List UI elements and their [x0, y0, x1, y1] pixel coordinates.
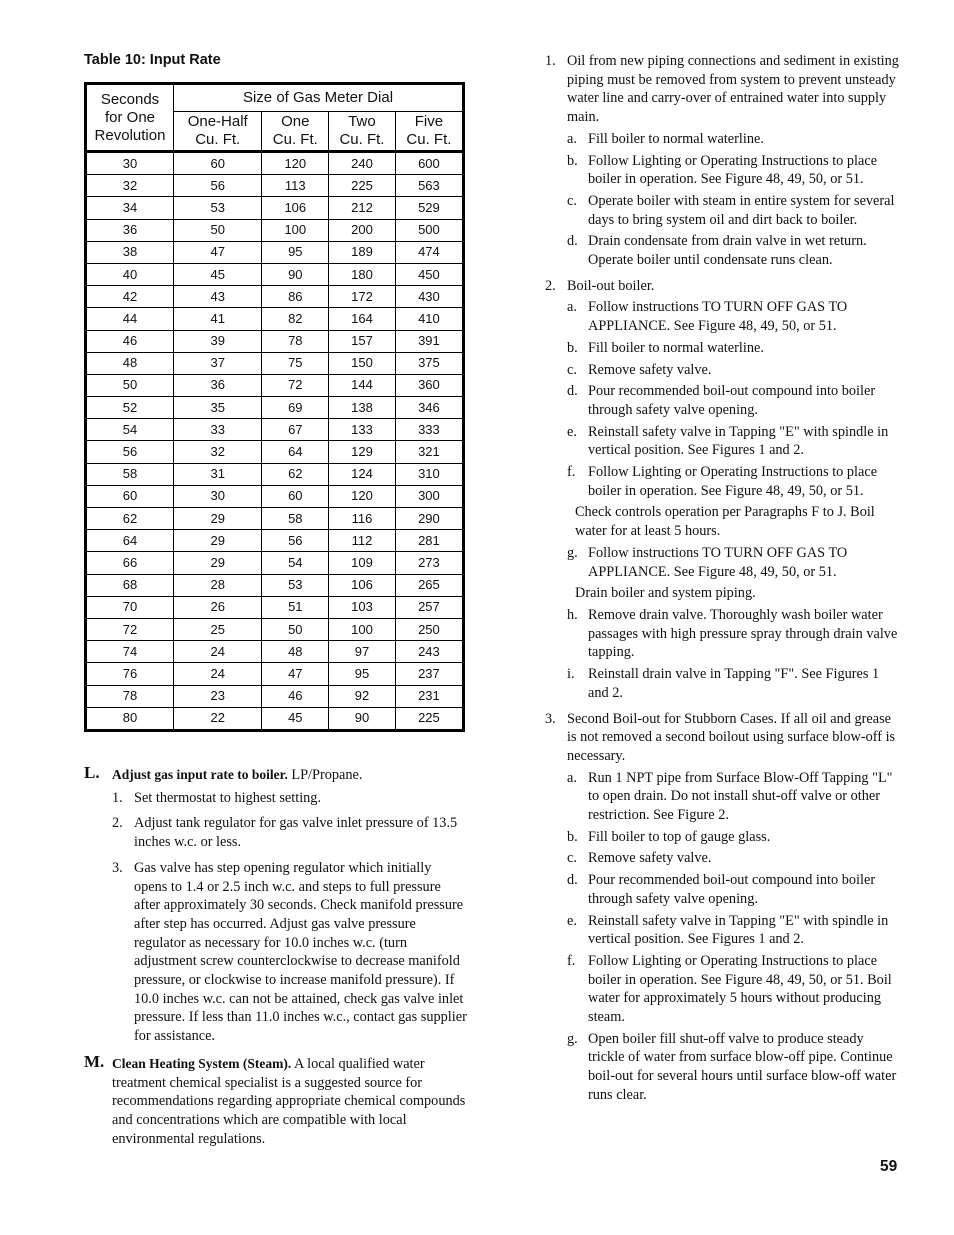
- rate-cell: 257: [395, 596, 463, 618]
- substep-c: [545, 192, 901, 229]
- substep-e: [545, 912, 901, 949]
- seconds-cell: 58: [86, 463, 174, 485]
- substep-letter: d.: [567, 872, 578, 889]
- step-1-number: 1.: [545, 53, 556, 69]
- substep-letter: b.: [567, 152, 578, 169]
- rate-cell: 189: [329, 241, 396, 263]
- rate-cell: 56: [262, 530, 329, 552]
- rate-cell: 28: [174, 574, 262, 596]
- substep-a: [545, 769, 901, 825]
- table-row: [86, 485, 464, 507]
- rate-cell: 95: [329, 663, 396, 685]
- column-header-1: One Cu. Ft.: [262, 112, 329, 152]
- rate-cell: 563: [395, 175, 463, 197]
- rate-cell: 29: [174, 552, 262, 574]
- rate-cell: 106: [329, 574, 396, 596]
- rate-cell: 180: [329, 263, 396, 285]
- rate-cell: 109: [329, 552, 396, 574]
- rate-cell: 50: [174, 219, 262, 241]
- rate-cell: 106: [262, 197, 329, 219]
- substep-d: [545, 232, 901, 269]
- rate-cell: 430: [395, 286, 463, 308]
- step-1-text: Oil from new piping connections and sediment in existing piping must be removed from system to prevent unsteady water line and carry-over of entrained water into supply main.: [567, 53, 899, 126]
- item-number: 1.: [112, 789, 123, 806]
- substep-f: [545, 952, 901, 1027]
- seconds-cell: 64: [86, 530, 174, 552]
- step-1-substeps: [545, 130, 901, 270]
- seconds-cell: 34: [86, 197, 174, 219]
- rate-cell: 22: [174, 707, 262, 730]
- substep-letter: f.: [567, 464, 576, 481]
- table-row: [86, 508, 464, 530]
- rate-cell: 265: [395, 574, 463, 596]
- rate-cell: 250: [395, 618, 463, 640]
- rate-cell: 100: [262, 219, 329, 241]
- rate-cell: 72: [262, 374, 329, 396]
- substep-c: [545, 849, 901, 868]
- substep-b: [545, 152, 901, 189]
- seconds-cell: 62: [86, 508, 174, 530]
- substep-letter: b.: [567, 828, 578, 845]
- step-3-text: Second Boil-out for Stubborn Cases. If all oil and grease is not removed a second boilout using surface blow-off is necessary.: [567, 710, 896, 764]
- step-2-number: 2.: [545, 277, 556, 294]
- rate-cell: 53: [262, 574, 329, 596]
- table-row: [86, 152, 464, 175]
- seconds-cell: 32: [86, 175, 174, 197]
- rate-cell: 237: [395, 663, 463, 685]
- table-caption: Table 10: Input Rate: [84, 52, 221, 68]
- rate-cell: 164: [329, 308, 396, 330]
- step-2: [545, 277, 901, 296]
- header-seconds: Seconds for One Revolution: [86, 84, 174, 152]
- rate-cell: 333: [395, 419, 463, 441]
- seconds-cell: 60: [86, 485, 174, 507]
- section-l-item: [112, 859, 468, 1046]
- rate-cell: 60: [262, 485, 329, 507]
- item-text: Set thermostat to highest setting.: [134, 789, 322, 806]
- rate-cell: 58: [262, 508, 329, 530]
- rate-cell: 30: [174, 485, 262, 507]
- item-number: 2.: [112, 815, 123, 832]
- column-header-2: Two Cu. Ft.: [329, 112, 396, 152]
- column-header-0: One-Half Cu. Ft.: [174, 112, 262, 152]
- table-row: [86, 308, 464, 330]
- rate-cell: 25: [174, 618, 262, 640]
- rate-cell: 474: [395, 241, 463, 263]
- rate-cell: 124: [329, 463, 396, 485]
- table-row: [86, 219, 464, 241]
- rate-cell: 90: [262, 263, 329, 285]
- rate-cell: 133: [329, 419, 396, 441]
- rate-cell: 391: [395, 330, 463, 352]
- rate-cell: 113: [262, 175, 329, 197]
- table-row: [86, 574, 464, 596]
- table-row: [86, 641, 464, 663]
- rate-cell: 500: [395, 219, 463, 241]
- rate-cell: 47: [174, 241, 262, 263]
- substep-d: [545, 382, 901, 419]
- step-1: [545, 52, 901, 127]
- rate-cell: 600: [395, 152, 463, 175]
- right-text-column: [545, 52, 901, 1105]
- section-l-title-rest: LP/Propane.: [287, 767, 363, 783]
- rate-cell: 150: [329, 352, 396, 374]
- section-l-item: [112, 814, 468, 851]
- rate-cell: 240: [329, 152, 396, 175]
- rate-cell: 231: [395, 685, 463, 707]
- rate-cell: 225: [329, 175, 396, 197]
- seconds-cell: 66: [86, 552, 174, 574]
- substep-i: [545, 665, 901, 702]
- rate-cell: 200: [329, 219, 396, 241]
- substep-text: Remove safety valve.: [588, 850, 712, 867]
- rate-cell: 46: [262, 685, 329, 707]
- rate-cell: 36: [174, 374, 262, 396]
- step-3-substeps: [545, 769, 901, 1105]
- rate-cell: 23: [174, 685, 262, 707]
- rate-cell: 56: [174, 175, 262, 197]
- step-2-note-2: Drain boiler and system piping.: [575, 585, 756, 602]
- substep-text: Fill boiler to top of gauge glass.: [588, 828, 771, 845]
- substep-text: Operate boiler with steam in entire system for several days to bring system oil and dirt back to boiler.: [588, 192, 895, 228]
- step-3: [545, 710, 901, 766]
- substep-text: Remove drain valve. Thoroughly wash boiler water passages with high pressure spray through drain valve tapping.: [588, 606, 898, 661]
- substep-text: Pour recommended boil-out compound into boiler through safety valve opening.: [588, 872, 876, 907]
- seconds-cell: 78: [86, 685, 174, 707]
- substep-letter: b.: [567, 339, 578, 356]
- section-m-text: A local qualified water treatment chemical specialist is a suggested source for recommendations regarding appropriate chemical compounds and concentrations which are compatible with local environmental regulations.: [112, 1055, 466, 1147]
- substep-letter: a.: [567, 130, 577, 147]
- substep-letter: a.: [567, 299, 577, 316]
- section-l-letter: L.: [84, 763, 100, 782]
- rate-cell: 33: [174, 419, 262, 441]
- rate-cell: 29: [174, 530, 262, 552]
- substep-letter: d.: [567, 233, 578, 250]
- substep-text: Reinstall safety valve in Tapping "E" with spindle in vertical position. See Figures 1 and 2.: [588, 423, 889, 459]
- table-row: [86, 263, 464, 285]
- rate-cell: 86: [262, 286, 329, 308]
- rate-cell: 300: [395, 485, 463, 507]
- rate-cell: 225: [395, 707, 463, 730]
- seconds-cell: 40: [86, 263, 174, 285]
- rate-cell: 35: [174, 397, 262, 419]
- substep-e: [545, 423, 901, 460]
- seconds-cell: 44: [86, 308, 174, 330]
- table-row: [86, 707, 464, 730]
- seconds-cell: 74: [86, 641, 174, 663]
- rate-cell: 120: [329, 485, 396, 507]
- rate-cell: 138: [329, 397, 396, 419]
- substep-text: Run 1 NPT pipe from Surface Blow-Off Tapping "L" to open drain. Do not install shut-off valve or other restriction. See Figure 2.: [588, 769, 893, 824]
- rate-cell: 172: [329, 286, 396, 308]
- rate-cell: 112: [329, 530, 396, 552]
- substep-text: Drain condensate from drain valve in wet return. Operate boiler until condensate runs clean.: [588, 233, 867, 269]
- rate-cell: 212: [329, 197, 396, 219]
- substep-letter: c.: [567, 361, 577, 378]
- table-row: [86, 241, 464, 263]
- rate-cell: 243: [395, 641, 463, 663]
- substep-text: Open boiler fill shut-off valve to produce steady trickle of water from surface blow-off pipe. Continue boil-out for several hours until surface blow-off water runs clear.: [588, 1030, 897, 1103]
- table-row: [86, 663, 464, 685]
- rate-cell: 53: [174, 197, 262, 219]
- rate-cell: 120: [262, 152, 329, 175]
- substep-letter: d.: [567, 383, 578, 400]
- step-2-text: Boil-out boiler.: [567, 277, 655, 294]
- rate-cell: 51: [262, 596, 329, 618]
- step-2-note-1: Check controls operation per Paragraphs F to J. Boil water for at least 5 hours.: [575, 504, 875, 540]
- substep-text: Fill boiler to normal waterline.: [588, 339, 764, 356]
- rate-cell: 45: [262, 707, 329, 730]
- rate-cell: 75: [262, 352, 329, 374]
- rate-cell: 375: [395, 352, 463, 374]
- substep-letter: c.: [567, 192, 577, 209]
- rate-cell: 29: [174, 508, 262, 530]
- rate-cell: 67: [262, 419, 329, 441]
- step-2-substeps-g: [545, 544, 901, 581]
- table-row: [86, 419, 464, 441]
- rate-cell: 78: [262, 330, 329, 352]
- rate-cell: 54: [262, 552, 329, 574]
- header-meter-dial: Size of Gas Meter Dial: [174, 84, 464, 112]
- seconds-cell: 50: [86, 374, 174, 396]
- rate-cell: 129: [329, 441, 396, 463]
- rate-cell: 37: [174, 352, 262, 374]
- rate-cell: 310: [395, 463, 463, 485]
- seconds-cell: 48: [86, 352, 174, 374]
- rate-cell: 450: [395, 263, 463, 285]
- seconds-cell: 42: [86, 286, 174, 308]
- substep-letter: h.: [567, 606, 578, 623]
- rate-cell: 48: [262, 641, 329, 663]
- substep-text: Follow Lighting or Operating Instructions to place boiler in operation. See Figure 48, 49, 50, or 51.: [588, 152, 878, 188]
- table-row: [86, 330, 464, 352]
- section-l-title: Adjust gas input rate to boiler.: [112, 767, 288, 782]
- left-text-column: [84, 763, 468, 1148]
- substep-letter: g.: [567, 544, 578, 561]
- seconds-cell: 76: [86, 663, 174, 685]
- substep-b: [545, 339, 901, 358]
- rate-cell: 90: [329, 707, 396, 730]
- seconds-cell: 56: [86, 441, 174, 463]
- substep-a: [545, 130, 901, 149]
- table-row: [86, 441, 464, 463]
- table-row: [86, 685, 464, 707]
- table-row: [86, 352, 464, 374]
- seconds-cell: 46: [86, 330, 174, 352]
- rate-cell: 24: [174, 641, 262, 663]
- table-row: [86, 552, 464, 574]
- section-l-items: [84, 789, 468, 1046]
- seconds-cell: 72: [86, 618, 174, 640]
- substep-text: Reinstall safety valve in Tapping "E" with spindle in vertical position. See Figures 1 and 2.: [588, 912, 889, 948]
- rate-cell: 26: [174, 596, 262, 618]
- rate-cell: 47: [262, 663, 329, 685]
- rate-cell: 410: [395, 308, 463, 330]
- table-row: [86, 530, 464, 552]
- rate-cell: 45: [174, 263, 262, 285]
- substep-d: [545, 871, 901, 908]
- table-row: [86, 397, 464, 419]
- rate-cell: 103: [329, 596, 396, 618]
- substep-text: Follow instructions TO TURN OFF GAS TO APPLIANCE. See Figure 48, 49, 50, or 51.: [588, 544, 848, 580]
- table-row: [86, 596, 464, 618]
- rate-cell: 69: [262, 397, 329, 419]
- substep-letter: c.: [567, 850, 577, 867]
- rate-cell: 62: [262, 463, 329, 485]
- rate-cell: 281: [395, 530, 463, 552]
- input-rate-table: [84, 82, 465, 732]
- step-2-substeps-a: [545, 298, 901, 500]
- seconds-cell: 70: [86, 596, 174, 618]
- rate-cell: 24: [174, 663, 262, 685]
- table-row: [86, 197, 464, 219]
- column-header-3: Five Cu. Ft.: [395, 112, 463, 152]
- seconds-cell: 30: [86, 152, 174, 175]
- rate-cell: 157: [329, 330, 396, 352]
- rate-cell: 32: [174, 441, 262, 463]
- seconds-cell: 36: [86, 219, 174, 241]
- section-m-title: Clean Heating System (Steam).: [112, 1055, 292, 1071]
- section-l: [84, 763, 468, 785]
- seconds-cell: 80: [86, 707, 174, 730]
- substep-text: Follow Lighting or Operating Instructions to place boiler in operation. See Figure 48, 49, 50, or 51.: [588, 464, 878, 499]
- section-l-item: [112, 789, 468, 808]
- rate-cell: 144: [329, 374, 396, 396]
- rate-cell: 92: [329, 685, 396, 707]
- substep-letter: f.: [567, 952, 576, 969]
- rate-cell: 39: [174, 330, 262, 352]
- substep-g: [545, 1030, 901, 1105]
- rate-cell: 290: [395, 508, 463, 530]
- rate-cell: 360: [395, 374, 463, 396]
- section-m: [84, 1051, 468, 1149]
- rate-cell: 60: [174, 152, 262, 175]
- item-text: Gas valve has step opening regulator which initially opens to 1.4 or 2.5 inch w.c. and steps to full pressure after approximately 30 seconds. Check manifold pressure after step has occurred. Adjust gas valve pressure regulator as necessary for 10.0 inches w.c. (turn adjustment screw counterclockwise to decrease manifold pressure, or clockwise to increase manifold pressure). If 10.0 inches w.c. can not be attained, check gas valve inlet pressure. If less than 11.0 inches w.c., contact gas supplier for assistance.: [134, 859, 467, 1045]
- substep-letter: e.: [567, 912, 577, 929]
- seconds-cell: 52: [86, 397, 174, 419]
- rate-cell: 97: [329, 641, 396, 663]
- table-row: [86, 618, 464, 640]
- section-m-letter: M.: [84, 1051, 105, 1071]
- rate-cell: 43: [174, 286, 262, 308]
- substep-g: [545, 544, 901, 581]
- substep-c: [545, 361, 901, 380]
- rate-cell: 31: [174, 463, 262, 485]
- substep-text: Follow Lighting or Operating Instructions to place boiler in operation. See Figure 48, 49, 50, or 51. Boil water for approximately 5 hours without producing steam.: [588, 952, 892, 1026]
- substep-a: [545, 298, 901, 335]
- rate-cell: 82: [262, 308, 329, 330]
- rate-cell: 95: [262, 241, 329, 263]
- seconds-cell: 54: [86, 419, 174, 441]
- substep-b: [545, 828, 901, 847]
- substep-letter: e.: [567, 423, 577, 440]
- substep-h: [545, 606, 901, 662]
- substep-text: Pour recommended boil-out compound into boiler through safety valve opening.: [588, 383, 876, 418]
- table-row: [86, 374, 464, 396]
- substep-f: [545, 463, 901, 500]
- table-row: [86, 286, 464, 308]
- item-number: 3.: [112, 859, 123, 876]
- rate-cell: 50: [262, 618, 329, 640]
- substep-letter: a.: [567, 769, 577, 786]
- table-row: [86, 175, 464, 197]
- substep-text: Reinstall drain valve in Tapping "F". See Figures 1 and 2.: [588, 666, 880, 701]
- rate-cell: 529: [395, 197, 463, 219]
- substep-text: Follow instructions TO TURN OFF GAS TO APPLIANCE. See Figure 48, 49, 50, or 51.: [588, 299, 848, 335]
- rate-cell: 273: [395, 552, 463, 574]
- step-3-number: 3.: [545, 710, 556, 727]
- table-row: [86, 463, 464, 485]
- substep-text: Remove safety valve.: [588, 361, 712, 378]
- substep-letter: g.: [567, 1030, 578, 1047]
- rate-cell: 346: [395, 397, 463, 419]
- rate-cell: 41: [174, 308, 262, 330]
- rate-cell: 64: [262, 441, 329, 463]
- rate-cell: 321: [395, 441, 463, 463]
- step-2-substeps-h: [545, 606, 901, 703]
- substep-letter: i.: [567, 666, 575, 683]
- page-number: 59: [880, 1158, 898, 1175]
- seconds-cell: 68: [86, 574, 174, 596]
- rate-cell: 100: [329, 618, 396, 640]
- substep-text: Fill boiler to normal waterline.: [588, 130, 764, 147]
- item-text: Adjust tank regulator for gas valve inlet pressure of 13.5 inches w.c. or less.: [134, 815, 458, 851]
- rate-cell: 116: [329, 508, 396, 530]
- seconds-cell: 38: [86, 241, 174, 263]
